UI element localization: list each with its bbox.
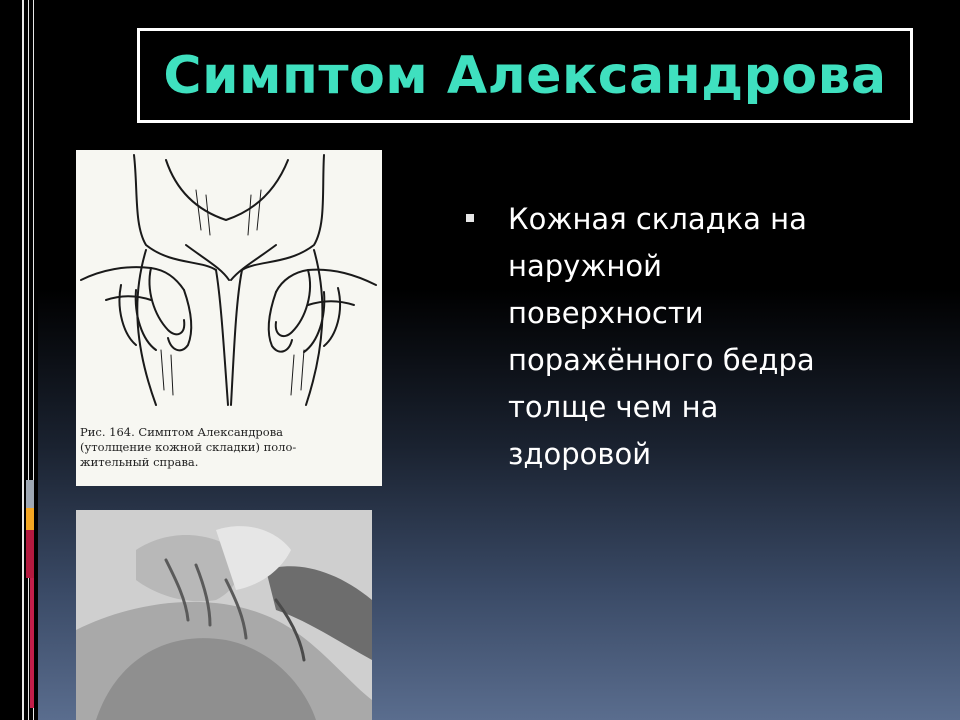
bullet-line: поражённого бедра (508, 343, 815, 377)
illustration-photo (76, 510, 372, 720)
bullet-line: толще чем на (508, 390, 719, 424)
decorative-line (28, 0, 29, 720)
slide-title: Симптом Александрова (163, 45, 887, 106)
accent-bar-red (26, 530, 34, 578)
caption-line: Рис. 164. Симптом Александрова (80, 425, 284, 439)
accent-bar-red-thin (30, 578, 34, 708)
caption-line: жительный справа. (80, 455, 199, 469)
accent-bar-orange (26, 508, 34, 530)
bullet-line: здоровой (508, 437, 652, 471)
accent-bar-gray (26, 480, 34, 508)
bullet-line: Кожная складка на (508, 202, 807, 236)
bullet-line: поверхности (508, 296, 704, 330)
bullet-square-icon (466, 214, 474, 222)
illustration-drawing (76, 150, 382, 486)
photo-hands-pinching-skin (76, 510, 372, 720)
bullet-line: наружной (508, 249, 662, 283)
title-frame (137, 28, 913, 123)
drawing-hands-on-thighs (76, 150, 382, 420)
bullet-item (508, 196, 815, 478)
caption-line: (утолщение кожной складки) поло- (80, 440, 297, 454)
decorative-line (22, 0, 24, 720)
figure-caption (80, 425, 378, 470)
